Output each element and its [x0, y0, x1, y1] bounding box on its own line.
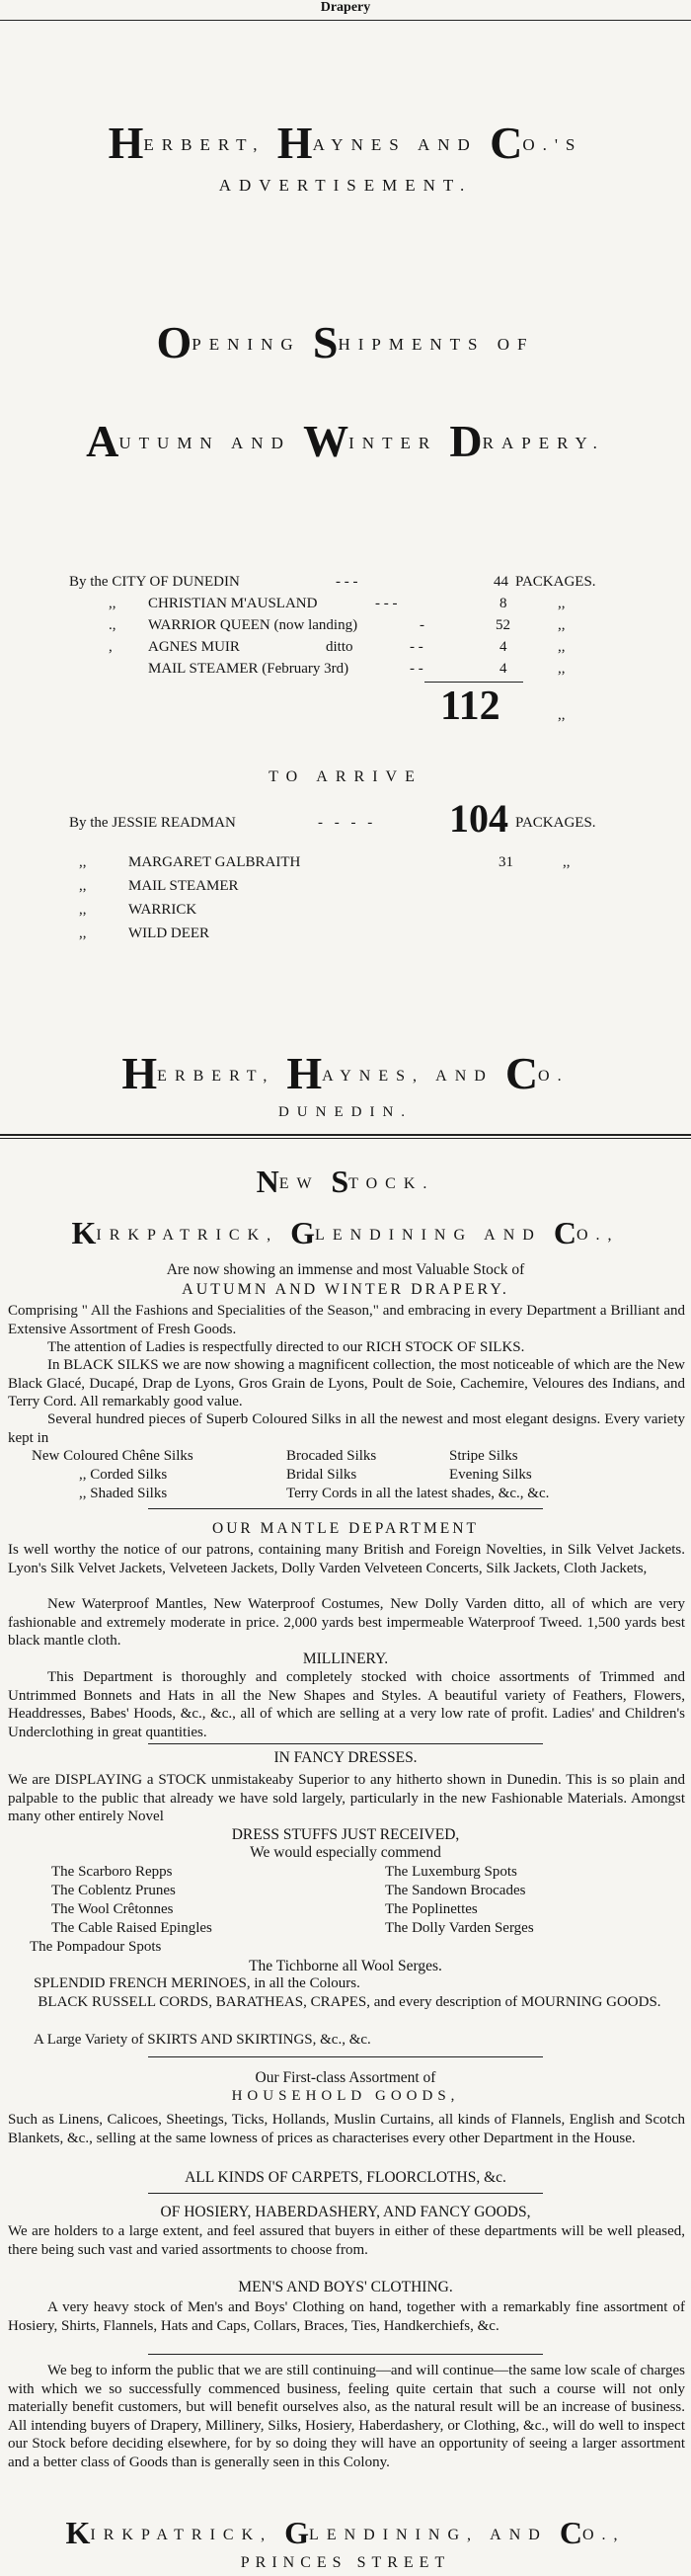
package-unit: ,, [558, 661, 566, 677]
leader-dots: - [420, 617, 424, 633]
packages-total: 112 [440, 684, 500, 729]
ditto-mark: , [109, 639, 113, 655]
dress-item: The Wool Crêtonnes [51, 1901, 174, 1917]
leader-dots: - - - - [318, 815, 377, 831]
ad1-footer-firm: HERBERT, HAYNES, AND CO. [121, 1048, 570, 1098]
silk-item: ,, Shaded Silks [79, 1486, 168, 1501]
mens-heading: MEN'S AND BOYS' CLOTHING. [238, 2279, 453, 2295]
ad2-intro: Are now showing an immense and most Valuable Stock of [166, 1261, 525, 1278]
russell-line: BLACK RUSSELL CORDS, BARATHEAS, CRAPES, and every description of MOURNING GOODS. [38, 1994, 661, 2010]
package-count: 8 [499, 596, 507, 611]
leader-dots: - - [410, 661, 423, 677]
silk-item: Stripe Silks [449, 1448, 518, 1464]
ad1-title-line1: OPENING SHIPMENTS OF [156, 317, 535, 367]
arrival-row: By the JESSIE READMAN [69, 815, 236, 831]
section-header: Drapery [320, 0, 371, 15]
silk-item: ,, Corded Silks [79, 1467, 168, 1483]
dress-item: The Sandown Brocades [385, 1883, 526, 1898]
commend-line: We would especially commend [250, 1844, 441, 1861]
dress-item: The Dolly Varden Serges [385, 1920, 534, 1936]
ditto-mark: ,, [79, 878, 87, 894]
leader-dots: - - - [336, 574, 358, 590]
package-count: 4 [499, 661, 507, 677]
package-count: 31 [499, 854, 513, 870]
shipment-row: By the CITY OF DUNEDIN [69, 574, 240, 590]
dress-heading: DRESS STUFFS JUST RECEIVED, [231, 1826, 460, 1843]
ditto-mark: ,, [109, 596, 116, 611]
package-count: 44 [494, 574, 508, 590]
para-rich-silks: The attention of Ladies is respectfully directed to our RICH STOCK OF SILKS. [47, 1339, 525, 1355]
para-millinery: This Department is thoroughly and completely stocked with choice assortments of Trimmed and Untrimmed Bonnets and Hats in all the New Shapes and Styles. A beautiful variety of Feathers, Flowers, Headdresses, Babes' Hoods, &c., &c., all of which are selling at a very low rate of profit. Ladies' and Children's Underclothing in great quantities. [8, 1669, 685, 1740]
arrival-vessel: WILD DEER [128, 926, 210, 941]
ditto-mark: ., [109, 617, 116, 633]
para-coloured-silks: Several hundred pieces of Superb Coloured Silks in all the newest and most elegant designs. Every variety kept in [8, 1411, 685, 1446]
ad1-title-line2: AUTUMN AND WINTER DRAPERY. [86, 416, 605, 466]
dress-item: The Cable Raised Epingles [51, 1920, 212, 1936]
package-count: 4 [499, 639, 507, 655]
section-rule [148, 2056, 543, 2057]
para-mens: A very heavy stock of Men's and Boys' Clothing on hand, together with a remarkably fine assortment of Hosiery, Shirts, Flannels, Hats and Caps, Collars, Braces, Ties, Handkerchiefs, &c. [8, 2299, 685, 2334]
ad2-firm-name: KIRKPATRICK, GLENDINING AND CO., [71, 1215, 620, 1250]
para-household: Such as Linens, Calicoes, Sheetings, Ticks, Hollands, Muslin Curtains, all kinds of Flannels, English and Scotch Blankets, &c., selling at the same lowness of prices as characterises every other Department in the House. [8, 2112, 685, 2146]
para-closing: We beg to inform the public that we are still continuing—and will continue—the same low scale of charges with which we so successfully commenced business, feeling quite certain that such a course will not only materially benefit customers, but will benefit ourselves also, as the natural result will be an increase of business. All intending buyers of Drapery, Millinery, Silks, Hosiery, Haberdashery, or Clothing, &c., will do well to inspect our Stock before deciding elsewhere, for by so doing they will have an opportunity of seeing a larger assortment and a better class of Goods than is generally seen in this Colony. [8, 2363, 685, 2470]
arrival-vessel: MAIL STEAMER [128, 878, 239, 894]
ad2-street: PRINCES STREET [240, 2554, 451, 2571]
package-unit: PACKAGES. [515, 574, 596, 590]
shipment-vessel: MAIL STEAMER (February 3rd) [148, 661, 349, 677]
package-unit: ,, [558, 617, 566, 633]
silk-item: Terry Cords in all the latest shades, &c., &c. [286, 1486, 550, 1501]
leader-dots: - - [410, 639, 423, 655]
dress-item: The Coblentz Prunes [51, 1883, 176, 1898]
para-mantle: Is well worthy the notice of our patrons, containing many British and Foreign Novelties, in Silk Velvet Jackets. Lyon's Silk Velvet Jackets, Velveteen Jackets, Dolly Varden Velveteen Concerts, Silk Jackets, Cloth Jackets, [8, 1542, 685, 1576]
package-unit: ,, [558, 596, 566, 611]
ditto-mark: ,, [79, 926, 87, 941]
shipment-note: ditto [326, 639, 353, 655]
ad-divider-thin [0, 1138, 691, 1139]
section-rule [148, 1508, 543, 1509]
leader-dots: - - - [375, 596, 398, 611]
section-rule [148, 1743, 543, 1744]
ad2-footer-firm: KIRKPATRICK, GLENDINING, AND CO., [65, 2515, 626, 2550]
shipment-vessel: AGNES MUIR [148, 639, 240, 655]
para-fashions: Comprising " All the Fashions and Specialities of the Season," and embracing in every Department a Brilliant and Extensive Assortment of Fresh Goods. [8, 1303, 685, 1337]
ad1-firm-name: HERBERT, HAYNES AND CO.'S [108, 118, 583, 168]
para-fancy: We are DISPLAYING a STOCK unmistakeaby Superior to any hitherto shown in Dunedin. This is so plain and palpable to the public that already we have sold largely, particularly in the new Fashionable Materials. Amongst many other entirely Novel [8, 1772, 685, 1824]
package-count: 104 [449, 796, 508, 841]
arrival-vessel: MARGARET GALBRAITH [128, 854, 301, 870]
ad2-title: NEW STOCK. [256, 1164, 435, 1199]
silk-item: Bridal Silks [286, 1467, 357, 1483]
dress-item: The Luxemburg Spots [385, 1864, 517, 1880]
para-hosiery: We are holders to a large extent, and feel assured that buyers in either of these departments will be well pleased, there being such vast and varied assortments to choose from. [8, 2223, 685, 2258]
fancy-heading: IN FANCY DRESSES. [273, 1749, 418, 1766]
ditto-mark: ,, [79, 902, 87, 918]
millinery-heading: MILLINERY. [302, 1650, 389, 1667]
package-count: 52 [496, 617, 510, 633]
package-unit: PACKAGES. [515, 815, 596, 831]
silk-item: Evening Silks [449, 1467, 532, 1483]
ad-divider [0, 1134, 691, 1136]
mantle-heading: OUR MANTLE DEPARTMENT [212, 1520, 479, 1537]
household-intro: Our First-class Assortment of [255, 2069, 436, 2086]
ad2-intro-heading: AUTUMN AND WINTER DRAPERY. [182, 1281, 509, 1298]
ad1-subtitle: ADVERTISEMENT. [218, 176, 473, 195]
ditto-mark: ,, [79, 854, 87, 870]
merinoes-line: SPLENDID FRENCH MERINOES, in all the Colours. [34, 1975, 360, 1991]
carpets-line: ALL KINDS OF CARPETS, FLOORCLOTHS, &c. [185, 2169, 506, 2186]
total-unit: ,, [558, 707, 566, 723]
shipment-vessel: CHRISTIAN M'AUSLAND [148, 596, 318, 611]
household-heading: HOUSEHOLD GOODS, [231, 2088, 460, 2104]
package-unit: ,, [563, 854, 571, 870]
dress-item: The Scarboro Repps [51, 1864, 173, 1880]
silk-item: Brocaded Silks [286, 1448, 377, 1464]
para-black-silks: In BLACK SILKS we are now showing a magnificent collection, the most noticeable of which are the New Black Glacé, Ducapé, Drap de Lyons, Gros Grain de Lyons, Poult de Soie, Cachemire, Veloures des Indians, and Terry Cord. All remarkably good value. [8, 1357, 685, 1409]
dress-item: The Poplinettes [385, 1901, 478, 1917]
section-rule [148, 2354, 543, 2355]
section-rule [148, 2193, 543, 2194]
dress-item: The Pompadour Spots [30, 1939, 162, 1955]
hosiery-heading: OF HOSIERY, HABERDASHERY, AND FANCY GOODS, [160, 2204, 531, 2220]
silk-item: New Coloured Chêne Silks [32, 1448, 193, 1464]
ad1-city: DUNEDIN. [277, 1104, 414, 1120]
para-waterproof: New Waterproof Mantles, New Waterproof Costumes, New Dolly Varden ditto, all of which are very fashionable and extremely moderate in price. 2,000 yards best impermeable Waterproof Tweed. 1,500 yards best black mantle cloth. [8, 1596, 685, 1649]
package-unit: ,, [558, 639, 566, 655]
shipment-vessel: WARRIOR QUEEN (now landing) [148, 617, 358, 633]
skirts-line: A Large Variety of SKIRTS AND SKIRTINGS, &c., &c. [34, 2032, 371, 2048]
serges-line: The Tichborne all Wool Serges. [249, 1958, 442, 1974]
arrival-vessel: WARRICK [128, 902, 197, 918]
to-arrive-heading: TO ARRIVE [269, 768, 422, 785]
header-rule [0, 20, 691, 21]
